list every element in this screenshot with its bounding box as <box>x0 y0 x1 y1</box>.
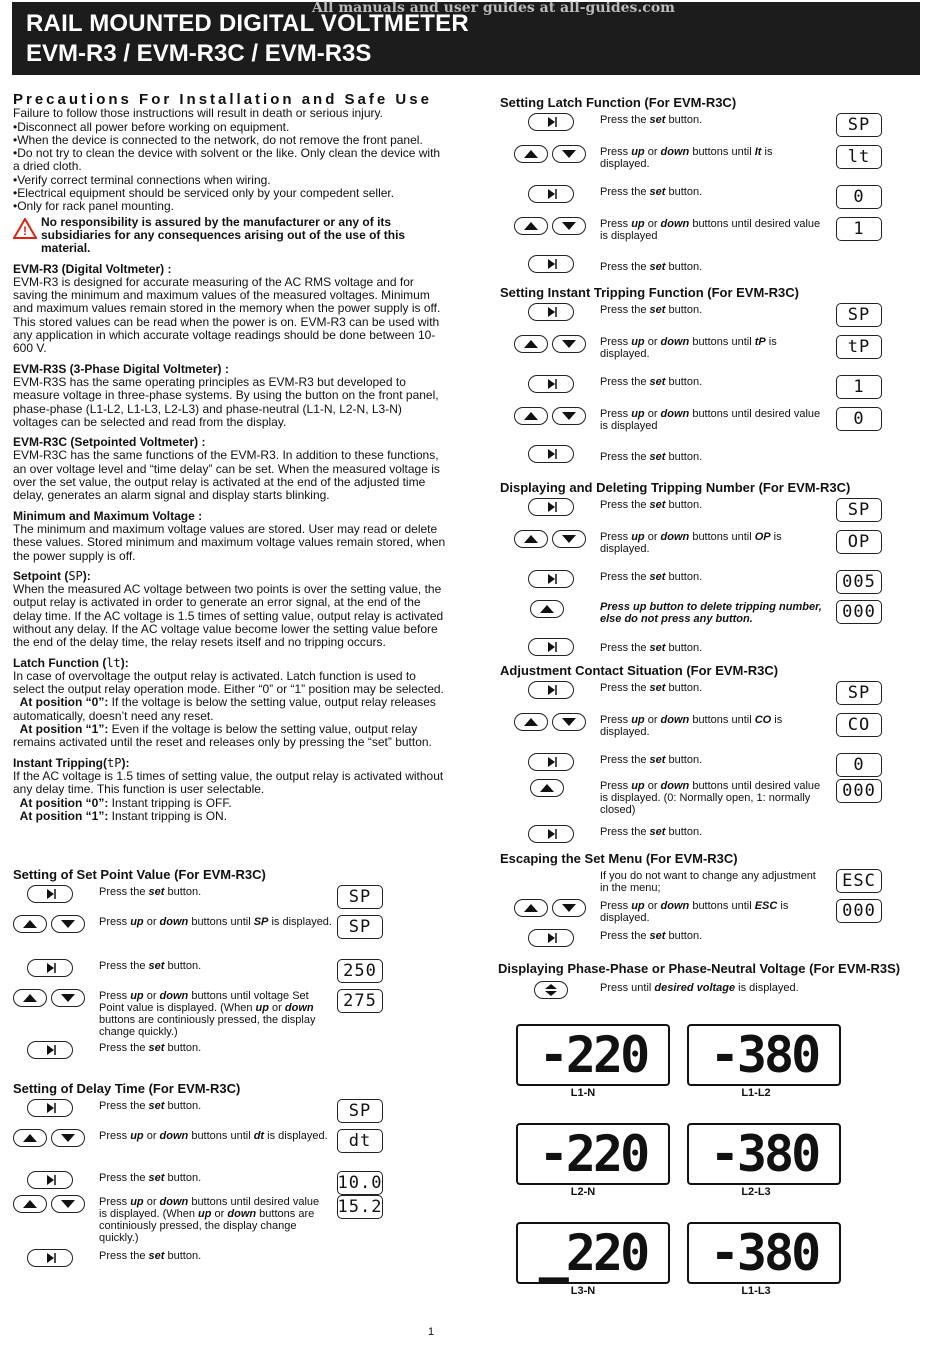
lcd-display: SP <box>337 1099 383 1123</box>
step: Press up or down buttons until desired value is displayed 0 <box>500 407 882 445</box>
lcd-display: 0 <box>836 407 882 431</box>
lcd-display: SP <box>836 681 882 705</box>
svg-text:!: ! <box>23 223 27 238</box>
up-button[interactable] <box>13 1195 47 1213</box>
set-arrow-icon <box>28 1042 72 1058</box>
precaution-line: •Only for rack panel mounting. <box>13 199 174 214</box>
set-arrow-icon <box>529 499 573 515</box>
step: Press up or down buttons until ESC is displayed. 000 <box>500 899 882 929</box>
voltage-display: -380 <box>687 1024 841 1086</box>
precaution-line: •Electrical equipment should be serviced only by your compedent seller. <box>13 186 395 201</box>
up-arrow-icon <box>14 1130 46 1146</box>
up-button[interactable] <box>514 530 548 548</box>
set-button[interactable] <box>528 498 574 516</box>
up-arrow-icon <box>515 714 547 730</box>
voltage-label: L1-L3 <box>741 1285 771 1297</box>
down-arrow-icon <box>553 146 585 162</box>
step: Press the set button. <box>13 1249 383 1273</box>
lcd-display: 15.2 <box>337 1195 383 1219</box>
title-line-1: RAIL MOUNTED DIGITAL VOLTMETER <box>26 10 469 37</box>
procedure-escape <box>500 842 882 951</box>
set-arrow-icon <box>529 571 573 587</box>
procedure-delay <box>13 1072 383 1273</box>
step: Press up or down buttons until tP is displayed. tP <box>500 335 882 375</box>
lcd-display: 0 <box>836 753 882 777</box>
step: Press up or down buttons until It is displayed. lt <box>500 145 882 185</box>
evmr3c-text: EVM-R3C has the same functions of the EVM-R3. In addition to these functions, an over voltage level and “time delay” can be set. When the measured voltage is over the set value, the output relay is activated at the end of the adjusted time delay, generates an alarm signal and display starts blinking. <box>13 448 440 503</box>
down-arrow-icon <box>553 531 585 547</box>
voltage-display: -380 <box>687 1123 841 1185</box>
voltage-label: L2-N <box>570 1186 596 1198</box>
set-button[interactable] <box>528 929 574 947</box>
set-button[interactable] <box>528 570 574 588</box>
up-arrow-icon <box>515 218 547 234</box>
step: If you do not want to change any adjustment in the menu; ESC <box>500 869 882 899</box>
step: Press up or down buttons until desired value is displayed 1 <box>500 217 882 255</box>
down-button[interactable] <box>51 1129 85 1147</box>
step: Press the set button. SP <box>500 303 882 335</box>
step: Press the set button. SP <box>13 1099 383 1129</box>
voltage-label: L1-L2 <box>741 1087 771 1099</box>
step: Press until desired voltage is displayed. <box>498 981 918 1005</box>
down-button[interactable] <box>51 989 85 1007</box>
down-button[interactable] <box>552 217 586 235</box>
down-arrow-icon <box>52 916 84 932</box>
up-button[interactable] <box>514 407 548 425</box>
precaution-line: •Do not try to clean the device with solvent or the like. Only clean the device with a dried cloth. <box>13 146 441 174</box>
instant-pos1: At position “1”: Instant tripping is ON. <box>19 808 228 823</box>
step: Press up or down buttons until dt is displayed. dt <box>13 1129 383 1171</box>
up-arrow-icon <box>14 1196 46 1212</box>
evmr3c-title: EVM-R3C (Setpointed Voltmeter) : <box>13 435 206 450</box>
step: Press the set button. 005 <box>500 570 882 600</box>
set-arrow-icon <box>28 886 72 902</box>
up-button[interactable] <box>530 600 564 618</box>
set-button[interactable] <box>27 1171 73 1189</box>
up-arrow-icon <box>515 336 547 352</box>
down-arrow-icon <box>52 1196 84 1212</box>
lcd-display: 005 <box>836 570 882 594</box>
down-button[interactable] <box>552 530 586 548</box>
set-arrow-icon <box>529 639 573 655</box>
step: Press up or down buttons until SP is displayed. SP <box>13 915 383 959</box>
lcd-display: 10.0 <box>337 1171 383 1195</box>
lcd-display: 0 <box>836 185 882 209</box>
up-arrow-icon <box>14 916 46 932</box>
set-button[interactable] <box>528 303 574 321</box>
set-button[interactable] <box>528 753 574 771</box>
voltage-display: _220 <box>516 1222 670 1284</box>
set-arrow-icon <box>529 826 573 842</box>
step: Press up or down buttons until desired value is displayed. (0: Normally open, 1: normally closed) 000 <box>500 779 882 825</box>
down-arrow-icon <box>553 900 585 916</box>
latch-pos0: At position “0”: If the voltage is below the setting value, output relay releases automatically, doesn’t need any reset. <box>13 695 436 723</box>
set-arrow-icon <box>529 114 573 130</box>
up-arrow-icon <box>515 408 547 424</box>
step: Press the set button. 0 <box>500 753 882 779</box>
set-arrow-icon <box>529 930 573 946</box>
step: Press the set button. 0 <box>500 185 882 217</box>
lcd-display: 000 <box>836 899 882 923</box>
up-arrow-icon <box>515 900 547 916</box>
down-button[interactable] <box>552 407 586 425</box>
down-button[interactable] <box>51 1195 85 1213</box>
procedure-tripnum <box>500 471 882 662</box>
down-arrow-icon <box>52 1130 84 1146</box>
set-arrow-icon <box>28 1100 72 1116</box>
down-arrow-icon <box>553 218 585 234</box>
minmax-title: Minimum and Maximum Voltage : <box>13 508 203 523</box>
procedure-phase <box>498 952 918 1005</box>
step: Press the set button. 250 <box>13 959 383 989</box>
step: Press up or down buttons until voltage Set Point value is displayed. (When up or down buttons are continiously pressed, the display change quickly.) 275 <box>13 989 383 1041</box>
up-down-arrow-icon <box>535 982 567 998</box>
lcd-display: SP <box>836 498 882 522</box>
precautions-title: Precautions For Installation and Safe Use <box>13 91 432 108</box>
lcd-display: ESC <box>836 869 882 893</box>
set-arrow-icon <box>28 960 72 976</box>
step: Press up button to delete tripping number, else do not press any button. 000 <box>500 600 882 638</box>
minmax-text: The minimum and maximum voltage values are stored. User may read or delete these values. Stored minimum and maximum voltage values remain stored, when the power supply is off. <box>13 521 446 563</box>
up-button[interactable] <box>514 145 548 163</box>
up-button[interactable] <box>530 779 564 797</box>
set-button[interactable] <box>528 113 574 131</box>
down-button[interactable] <box>552 713 586 731</box>
set-button[interactable] <box>27 1249 73 1267</box>
lcd-display: 1 <box>836 217 882 241</box>
step: Press the set button. SP <box>13 885 383 915</box>
warning-text: No responsibility is assured by the manufacturer or any of its subsidiaries for any consequences arising out of the use of this material. <box>41 214 406 256</box>
evmr3s-title: EVM-R3S (3-Phase Digital Voltmeter) : <box>13 361 229 376</box>
up-button[interactable] <box>13 1129 47 1147</box>
step: Press the set button. <box>500 929 882 951</box>
up-button[interactable] <box>514 217 548 235</box>
voltage-display: -220 <box>516 1024 670 1086</box>
voltage-label: L3-N <box>570 1285 596 1297</box>
set-button[interactable] <box>27 885 73 903</box>
up-arrow-icon <box>531 780 563 796</box>
set-button[interactable] <box>27 1099 73 1117</box>
set-arrow-icon <box>28 1172 72 1188</box>
set-button[interactable] <box>27 1041 73 1059</box>
set-button[interactable] <box>528 255 574 273</box>
latch-text: In case of overvoltage the output relay is activated. Latch function is used to select the output relay operation mode. Either “0” or “1” position may be selected. <box>13 668 444 697</box>
instant-title: Instant Tripping(tP): <box>13 755 130 770</box>
up-arrow-icon <box>515 531 547 547</box>
down-arrow-icon <box>553 714 585 730</box>
procedure-title: Setting of Set Point Value (For EVM-R3C) <box>13 867 266 882</box>
step: Press the set button. <box>500 825 882 847</box>
lcd-display: 000 <box>836 600 882 624</box>
title-line-2: EVM-R3 / EVM-R3C / EVM-R3S <box>26 40 372 67</box>
down-button[interactable] <box>552 899 586 917</box>
up-arrow-icon <box>14 990 46 1006</box>
up-button[interactable] <box>514 899 548 917</box>
step: Press up or down buttons until OP is displayed. OP <box>500 530 882 570</box>
lcd-display: CO <box>836 713 882 737</box>
precaution-line: •Disconnect all power before working on equipment. <box>13 119 290 134</box>
set-arrow-icon <box>529 446 573 462</box>
set-button[interactable] <box>528 185 574 203</box>
step: Press up or down buttons until CO is displayed. CO <box>500 713 882 753</box>
lcd-display: SP <box>337 915 383 939</box>
step: Press the set button. <box>500 638 882 662</box>
lcd-display: SP <box>337 885 383 909</box>
step: Press the set button. <box>500 445 882 469</box>
down-arrow-icon <box>553 408 585 424</box>
evmr3s-text: EVM-R3S has the same operating principles as EVM-R3 but developed to measure voltage in three-phase systems. By using the button on the front panel, phase-phase (L1-L2, L1-L3, L2-L3) and phase-neutral (L1-N, L2-N, L3-N) voltages can be selected and read from the display. <box>13 374 439 429</box>
set-button[interactable] <box>528 375 574 393</box>
setpoint-text: When the measured AC voltage between two points is over the setting value, the output relay is activated in order to generate an error signal, at the end of the delay time. If the AC voltage is 1.5 times of setting value, output relay is activated without any delay. If the AC voltage value become lower the setting value before the end of the delay time, the relay resets itself and no tripping occurs. <box>13 582 444 650</box>
step: Press the set button. <box>500 255 882 279</box>
procedure-title: Displaying Phase-Phase or Phase-Neutral Voltage (For EVM-R3S) <box>498 961 901 976</box>
down-arrow-icon <box>52 990 84 1006</box>
procedure-contact <box>500 654 882 847</box>
precaution-line: •Verify correct terminal connections when wiring. <box>13 172 271 187</box>
procedure-title: Displaying and Deleting Tripping Number (For EVM-R3C) <box>500 480 851 495</box>
up-arrow-icon <box>515 146 547 162</box>
step: Press up or down buttons until desired value is displayed. (When up or down buttons are continiously pressed, the display change quickly.) 15.2 <box>13 1195 383 1249</box>
left-column <box>13 93 447 823</box>
procedure-title: Setting Latch Function (For EVM-R3C) <box>500 95 737 110</box>
latch-title: Latch Function (lt): <box>13 655 129 670</box>
up-button[interactable] <box>13 915 47 933</box>
setpoint-title: Setpoint (SP): <box>13 568 91 583</box>
watermark: All manuals and user guides at all-guides.com <box>312 0 675 16</box>
down-arrow-icon <box>553 336 585 352</box>
set-arrow-icon <box>529 376 573 392</box>
procedure-title: Adjustment Contact Situation (For EVM-R3C) <box>500 663 779 678</box>
lcd-display: tP <box>836 335 882 359</box>
lcd-display: lt <box>836 145 882 169</box>
procedure-latch <box>500 86 882 279</box>
set-arrow-icon <box>529 256 573 272</box>
voltage-display: -380 <box>687 1222 841 1284</box>
lcd-display: SP <box>836 113 882 137</box>
set-button[interactable] <box>528 445 574 463</box>
voltage-label: L1-N <box>570 1087 596 1099</box>
lcd-display: dt <box>337 1129 383 1153</box>
step: Press the set button. SP <box>500 113 882 145</box>
up-button[interactable] <box>514 335 548 353</box>
lcd-display: 250 <box>337 959 383 983</box>
up-button[interactable] <box>13 989 47 1007</box>
evmr3-title: EVM-R3 (Digital Voltmeter) : <box>13 261 172 276</box>
up-arrow-icon <box>531 601 563 617</box>
set-arrow-icon <box>529 304 573 320</box>
instant-pos0: At position “0”: Instant tripping is OFF. <box>19 795 232 810</box>
procedure-title: Setting Instant Tripping Function (For EVM-R3C) <box>500 285 799 300</box>
set-arrow-icon <box>529 682 573 698</box>
set-button[interactable] <box>27 959 73 977</box>
down-button[interactable] <box>552 335 586 353</box>
warning-note <box>13 216 447 256</box>
set-arrow-icon <box>28 1250 72 1266</box>
page-number: 1 <box>428 1326 435 1338</box>
lcd-display: SP <box>836 303 882 327</box>
step: Press the set button. SP <box>500 498 882 530</box>
latch-pos1: At position “1”: Even if the voltage is below the setting value, output relay remains activated until the reset and releases only by pressing the “set” button. <box>13 722 432 750</box>
lcd-display: 275 <box>337 989 383 1013</box>
precaution-line: Failure to follow those instructions will result in death or serious injury. <box>13 106 383 121</box>
procedure-title: Escaping the Set Menu (For EVM-R3C) <box>500 851 738 866</box>
lcd-display: 000 <box>836 779 882 803</box>
evmr3-text: EVM-R3 is designed for accurate measuring of the AC RMS voltage and for saving the minimum and maximum values of the measured voltages. Minimum and maximum values remain stored in the memory when the power supply is off. This stored values can be read when the power is on. EVM-R3 can be used with any application in which accurate voltage readings should be done between 10-600 V. <box>13 274 441 356</box>
step: Press the set button. <box>13 1041 383 1067</box>
down-button[interactable] <box>552 145 586 163</box>
step: Press the set button. 1 <box>500 375 882 407</box>
set-arrow-icon <box>529 754 573 770</box>
instant-text: If the AC voltage is 1.5 times of setting value, the output relay is activated without any delay time. This function is user selectable. <box>13 768 444 797</box>
down-button[interactable] <box>51 915 85 933</box>
procedure-setpoint <box>13 858 383 1067</box>
voltage-display: -220 <box>516 1123 670 1185</box>
lcd-display: 1 <box>836 375 882 399</box>
warning-triangle-icon <box>13 218 37 239</box>
set-button[interactable] <box>528 825 574 843</box>
step: Press the set button. SP <box>500 681 882 713</box>
up-button[interactable] <box>514 713 548 731</box>
phase-select-button[interactable] <box>534 981 568 999</box>
procedure-instant <box>500 276 882 469</box>
precaution-line: •When the device is connected to the network, do not remove the front panel. <box>13 132 423 147</box>
procedure-title: Setting of Delay Time (For EVM-R3C) <box>13 1081 241 1096</box>
voltage-label: L2-L3 <box>741 1186 771 1198</box>
step: Press the set button. 10.0 <box>13 1171 383 1195</box>
set-button[interactable] <box>528 681 574 699</box>
set-arrow-icon <box>529 186 573 202</box>
lcd-display: OP <box>836 530 882 554</box>
